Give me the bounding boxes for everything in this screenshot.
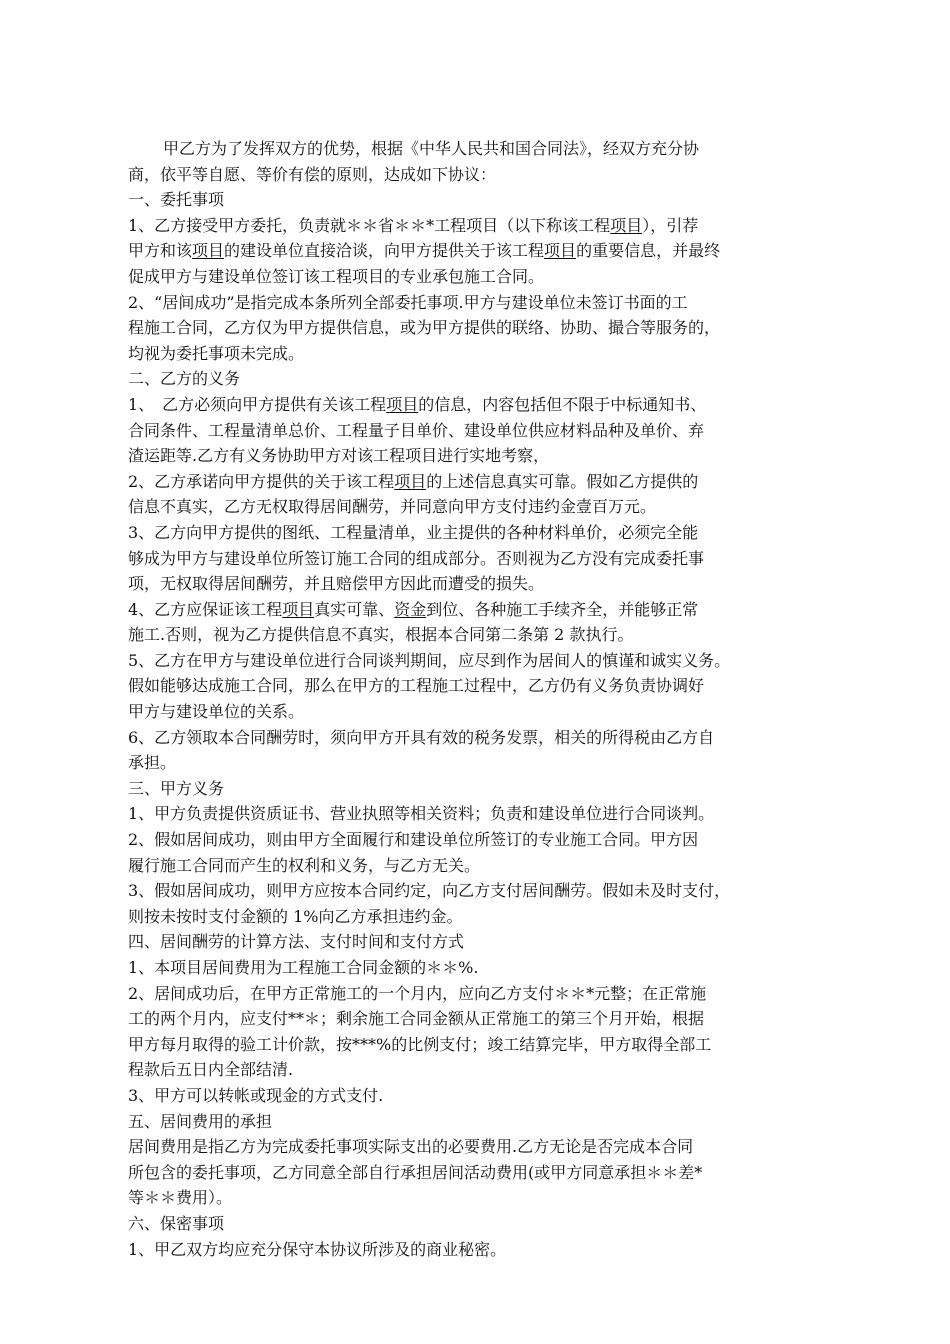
text-run: 促成甲方与建设单位签订该工程项目的专业承包施工合同。	[128, 266, 545, 286]
text-run: 1、甲方负责提供资质证书、营业执照等相关资料；负责和建设单位进行合同谈判。	[128, 804, 715, 824]
text-run: 所包含的委托事项，乙方同意全部自行承担居间活动费用(或甲方同意承担＊＊差*	[128, 1162, 703, 1182]
clause-1-1-line-2	[128, 238, 828, 264]
clause-2-1-line-3	[128, 443, 828, 469]
text-run: 1、乙方接受甲方委托，负责就＊＊省＊＊*工程项目（以下称该工程	[128, 215, 611, 235]
section-heading-2	[128, 366, 828, 392]
text-run: 一、委托事项	[128, 190, 225, 210]
text-run: 甲方与建设单位的关系。	[128, 702, 305, 722]
section-heading-3	[128, 776, 828, 802]
clause-2-6-line-2	[128, 750, 828, 776]
clause-4-3-line-1	[128, 1083, 828, 1109]
clause-2-6-line-1	[128, 725, 828, 751]
text-run: 履行施工合同而产生的权利和义务，与乙方无关。	[128, 855, 481, 875]
underlined-term: 项目	[386, 394, 419, 414]
text-run: 四、居间酬劳的计算方法、支付时间和支付方式	[128, 932, 465, 952]
text-run: ），引荐	[642, 215, 699, 235]
text-run: 合同条件、工程量清单总价、工程量子目单价、建设单位供应材料品种及单价、弃	[128, 420, 705, 440]
text-run: 3、乙方向甲方提供的图纸、工程量清单，业主提供的各种材料单价，必须完全能	[128, 522, 699, 542]
intro-line-1	[128, 136, 828, 162]
underlined-term: 资金	[394, 599, 427, 619]
clause-2-1-line-1	[128, 392, 828, 418]
text-run: 够成为甲方与建设单位所签订施工合同的组成部分。否则视为乙方没有完成委托事	[128, 548, 705, 568]
clause-4-2-line-3	[128, 1032, 828, 1058]
clause-3-2-line-1	[128, 827, 828, 853]
text-run: 1、甲乙双方均应充分保守本协议所涉及的商业秘密。	[128, 1239, 507, 1259]
clause-6-1-line-1	[128, 1237, 828, 1263]
text-run: 甲方每月取得的验工计价款，按***%的比例支付；竣工结算完毕，甲方取得全部工	[128, 1034, 712, 1054]
clause-5-line-2	[128, 1160, 828, 1186]
text-run: 1、 乙方必须向甲方提供有关该工程	[128, 394, 387, 414]
clause-2-4-line-2	[128, 622, 828, 648]
clause-2-5-line-3	[128, 699, 828, 725]
clause-2-2-line-2	[128, 494, 828, 520]
text-run: 均视为委托事项未完成。	[128, 343, 305, 363]
text-run: 三、甲方义务	[128, 778, 225, 798]
clause-5-line-3	[128, 1185, 828, 1211]
section-heading-4	[128, 929, 828, 955]
text-run: 假如能够达成施工合同，那么在甲方的工程施工过程中，乙方仍有义务负责协调好	[128, 676, 705, 696]
text-run: 2、“居间成功”是指完成本条所列全部委托事项.甲方与建设单位未签订书面的工	[128, 292, 688, 312]
section-heading-5	[128, 1109, 828, 1135]
text-run: 的建设单位直接洽谈，向甲方提供关于该工程	[224, 241, 545, 261]
section-heading-1	[128, 187, 828, 213]
text-run: 工的两个月内，应支付**＊；剩余施工合同金额从正常施工的第三个月开始，根据	[128, 1009, 705, 1029]
clause-2-1-line-2	[128, 418, 828, 444]
text-run: 4、乙方应保证该工程	[128, 599, 283, 619]
clause-1-1-line-3	[128, 264, 828, 290]
clause-3-3-line-1	[128, 878, 828, 904]
clause-3-1-line-1	[128, 801, 828, 827]
clause-5-line-1	[128, 1134, 828, 1160]
text-run: 到位、各种施工手续齐全，并能够正常	[426, 599, 699, 619]
text-run: 则按未按时支付金额的 1%向乙方承担违约金。	[128, 906, 463, 926]
text-run: 甲方和该	[128, 241, 193, 261]
clause-4-2-line-1	[128, 981, 828, 1007]
clause-2-3-line-3	[128, 571, 828, 597]
text-run: 甲乙方为了发挥双方的优势，根据《中华人民共和国合同法》，经双方充分协	[163, 139, 700, 158]
clause-4-2-line-2	[128, 1006, 828, 1032]
text-run: 五、居间费用的承担	[128, 1111, 273, 1131]
text-run: 六、保密事项	[128, 1213, 225, 1233]
text-run: 施工.否则，视为乙方提供信息不真实，根据本合同第二条第 2 款执行。	[128, 625, 634, 645]
text-run: 1、本项目居间费用为工程施工合同金额的＊＊%.	[128, 958, 479, 977]
text-run: 程款后五日内全部结清.	[128, 1060, 294, 1080]
clause-2-3-line-2	[128, 546, 828, 572]
text-run: 居间费用是指乙方为完成委托事项实际支出的必要费用.乙方无论是否完成本合同	[128, 1137, 694, 1157]
text-run: 等＊＊费用）。	[128, 1188, 233, 1208]
text-run: 3、假如居间成功，则甲方应按本合同约定，向乙方支付居间酬劳。假如未及时支付，	[128, 881, 731, 901]
text-run: 真实可靠、	[314, 599, 395, 619]
text-run: 5、乙方在甲方与建设单位进行合同谈判期间，应尽到作为居间人的慎谨和诚实义务。	[128, 650, 731, 670]
text-run: 2、假如居间成功，则由甲方全面履行和建设单位所签订的专业施工合同。甲方因	[128, 830, 699, 850]
intro-line-2	[128, 162, 828, 188]
underlined-term: 项目	[282, 599, 315, 619]
text-run: 的重要信息，并最终	[576, 241, 721, 261]
clause-2-2-line-1	[128, 469, 828, 495]
text-run: 3、甲方可以转帐或现金的方式支付.	[128, 1085, 384, 1105]
clause-4-1-line-1	[128, 955, 828, 981]
text-run: 的信息，内容包括但不限于中标通知书、	[418, 394, 707, 414]
text-run: 信息不真实，乙方无权取得居间酬劳，并同意向甲方支付违约金壹百万元。	[128, 497, 657, 517]
underlined-term: 项目	[610, 215, 643, 235]
text-run: 二、乙方的义务	[128, 369, 241, 389]
clause-1-2-line-1	[128, 290, 828, 316]
text-run: 项，无权取得居间酬劳，并且赔偿甲方因此而遭受的损失。	[128, 574, 545, 594]
clause-1-1-line-1	[128, 213, 828, 239]
text-run: 2、居间成功后，在甲方正常施工的一个月内，应向乙方支付＊＊*元整；在正常施	[128, 983, 707, 1003]
text-run: 的上述信息真实可靠。假如乙方提供的	[426, 471, 699, 491]
clause-3-2-line-2	[128, 853, 828, 879]
clause-1-2-line-3	[128, 341, 828, 367]
text-run: 2、乙方承诺向甲方提供的关于该工程	[128, 471, 395, 491]
text-run: 商，依平等自愿、等价有偿的原则，达成如下协议：	[128, 164, 497, 184]
text-run: 渣运距等.乙方有义务协助甲方对该工程项目进行实地考察，	[128, 446, 550, 466]
clause-4-2-line-4	[128, 1057, 828, 1083]
clause-3-3-line-2	[128, 904, 828, 930]
underlined-term: 项目	[394, 471, 427, 491]
clause-2-5-line-1	[128, 648, 828, 674]
clause-2-5-line-2	[128, 673, 828, 699]
text-run: 6、乙方领取本合同酬劳时，须向甲方开具有效的税务发票，相关的所得税由乙方自	[128, 727, 715, 747]
text-run: 承担。	[128, 753, 177, 773]
underlined-term: 项目	[192, 241, 225, 261]
clause-1-2-line-2	[128, 315, 828, 341]
document-page	[128, 136, 828, 1262]
clause-2-3-line-1	[128, 520, 828, 546]
text-run: 程施工合同，乙方仅为甲方提供信息，或为甲方提供的联络、协助、撮合等服务的，	[128, 318, 721, 338]
underlined-term: 项目	[544, 241, 577, 261]
clause-2-4-line-1	[128, 597, 828, 623]
section-heading-6	[128, 1211, 828, 1237]
